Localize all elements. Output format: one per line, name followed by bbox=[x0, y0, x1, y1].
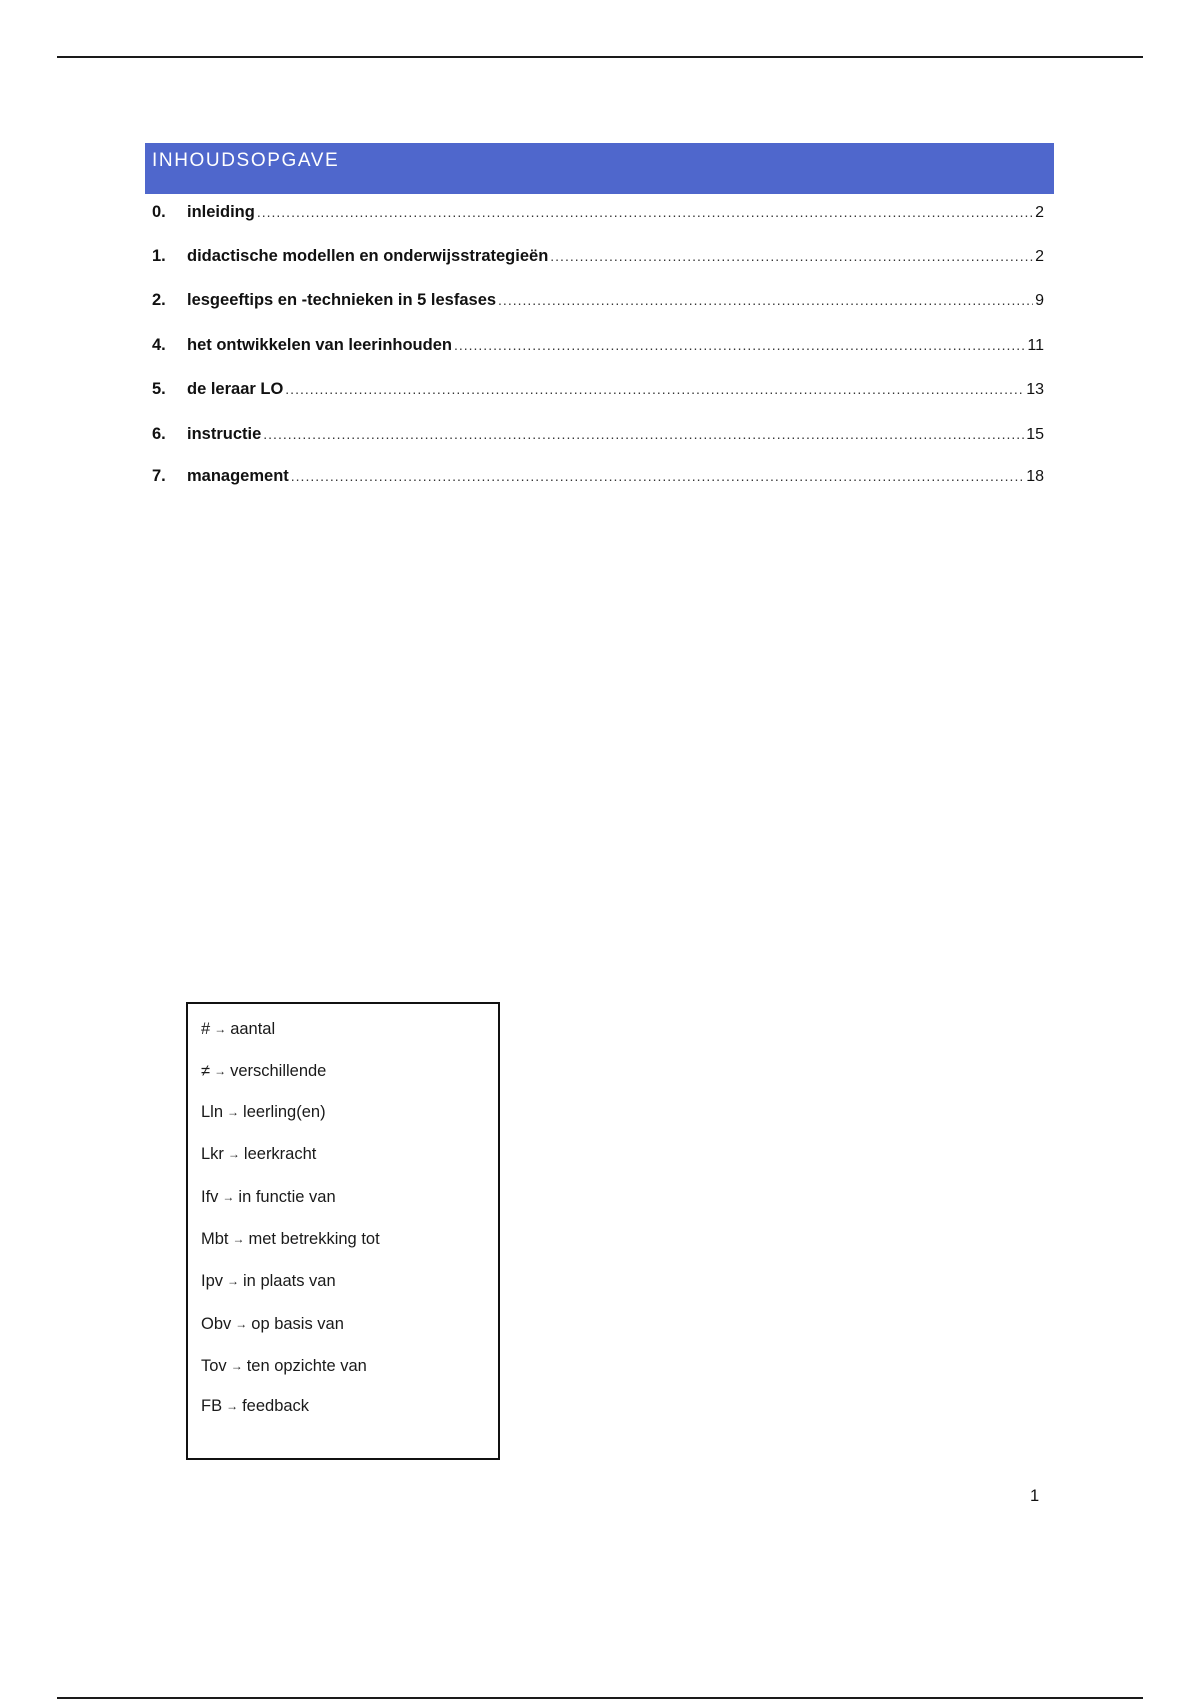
toc-dot-leader bbox=[263, 426, 1024, 442]
abbreviation-meaning: op basis van bbox=[251, 1315, 344, 1333]
toc-entry-number: 7. bbox=[152, 467, 166, 485]
right-arrow-icon: → bbox=[232, 1232, 245, 1246]
right-arrow-icon: → bbox=[227, 1147, 240, 1161]
toc-entry-page: 18 bbox=[1026, 468, 1044, 485]
right-arrow-icon: → bbox=[226, 1399, 239, 1413]
abbreviation-item bbox=[201, 1397, 309, 1416]
abbreviation-meaning: aantal bbox=[230, 1020, 276, 1038]
abbreviation-term: Tov bbox=[201, 1357, 227, 1375]
toc-entry-number: 0. bbox=[152, 203, 166, 221]
abbreviation-item bbox=[201, 1357, 367, 1376]
toc-entry-title: de leraar LO bbox=[187, 380, 284, 398]
toc-dot-leader bbox=[550, 248, 1033, 264]
toc-entry-title: lesgeeftips en -technieken in 5 lesfases bbox=[187, 291, 497, 309]
toc-entry-title: management bbox=[187, 467, 289, 485]
right-arrow-icon: → bbox=[222, 1190, 235, 1204]
toc-entry-number: 6. bbox=[152, 425, 166, 443]
abbreviation-term: # bbox=[201, 1020, 211, 1038]
toc-entry-didactische-modellen[interactable] bbox=[152, 247, 1044, 271]
abbreviation-item bbox=[201, 1272, 336, 1291]
toc-entry-page: 2 bbox=[1035, 248, 1044, 265]
abbreviation-term: Obv bbox=[201, 1315, 232, 1333]
abbreviation-term: Lln bbox=[201, 1103, 224, 1121]
right-arrow-icon: → bbox=[230, 1359, 243, 1373]
abbreviation-meaning: leerkracht bbox=[243, 1145, 317, 1163]
header-rule bbox=[57, 56, 1143, 58]
abbreviation-meaning: feedback bbox=[242, 1397, 310, 1415]
abbreviation-item bbox=[201, 1230, 380, 1249]
toc-entry-title: instructie bbox=[187, 425, 262, 443]
abbreviation-meaning: leerling(en) bbox=[243, 1103, 326, 1121]
right-arrow-icon: → bbox=[235, 1317, 248, 1331]
footer-rule bbox=[57, 1697, 1143, 1699]
toc-entry-number: 4. bbox=[152, 336, 166, 354]
abbreviation-box bbox=[186, 1002, 500, 1460]
toc-entry-page: 13 bbox=[1026, 381, 1044, 398]
toc-dot-leader bbox=[498, 292, 1033, 308]
right-arrow-icon: → bbox=[214, 1022, 227, 1036]
abbreviation-term: Ipv bbox=[201, 1272, 224, 1290]
abbreviation-term: Ifv bbox=[201, 1188, 219, 1206]
abbreviation-term: Lkr bbox=[201, 1145, 224, 1163]
abbreviation-item bbox=[201, 1145, 316, 1164]
toc-entry-title: het ontwikkelen van leerinhouden bbox=[187, 336, 452, 354]
abbreviation-term: FB bbox=[201, 1397, 223, 1415]
toc-entry-management[interactable] bbox=[152, 467, 1044, 491]
toc-entry-number: 2. bbox=[152, 291, 166, 309]
abbreviation-item bbox=[201, 1020, 275, 1039]
toc-entry-page: 11 bbox=[1027, 337, 1044, 354]
abbreviation-item bbox=[201, 1188, 336, 1207]
abbreviation-item bbox=[201, 1103, 326, 1122]
abbreviation-item bbox=[201, 1062, 326, 1081]
abbreviation-term: Mbt bbox=[201, 1230, 229, 1248]
toc-entry-page: 2 bbox=[1035, 204, 1044, 221]
toc-entry-number: 1. bbox=[152, 247, 166, 265]
right-arrow-icon: → bbox=[227, 1274, 240, 1288]
toc-entry-page: 15 bbox=[1026, 426, 1044, 443]
toc-entry-inleiding[interactable] bbox=[152, 203, 1044, 227]
abbreviation-meaning: in plaats van bbox=[243, 1272, 336, 1290]
toc-dot-leader bbox=[257, 204, 1033, 220]
abbreviation-meaning: verschillende bbox=[230, 1062, 327, 1080]
toc-dot-leader bbox=[285, 381, 1024, 397]
right-arrow-icon: → bbox=[214, 1064, 227, 1078]
toc-entry-number: 5. bbox=[152, 380, 166, 398]
toc-entry-title: inleiding bbox=[187, 203, 255, 221]
abbreviation-item bbox=[201, 1315, 344, 1334]
abbreviation-meaning: met betrekking tot bbox=[248, 1230, 380, 1248]
abbreviation-meaning: ten opzichte van bbox=[246, 1357, 367, 1375]
toc-entry-title: didactische modellen en onderwijsstrategieën bbox=[187, 247, 549, 265]
abbreviation-term: ≠ bbox=[201, 1062, 211, 1080]
toc-entry-page: 9 bbox=[1035, 292, 1044, 309]
page-number: 1 bbox=[1030, 1487, 1040, 1505]
toc-entry-leraar-lo[interactable] bbox=[152, 380, 1044, 404]
toc-dot-leader bbox=[454, 337, 1025, 353]
toc-entry-instructie[interactable] bbox=[152, 425, 1044, 449]
toc-dot-leader bbox=[291, 468, 1024, 484]
toc-entry-leerinhouden[interactable] bbox=[152, 336, 1044, 360]
toc-heading: INHOUDSOPGAVE bbox=[145, 143, 1054, 194]
right-arrow-icon: → bbox=[227, 1105, 240, 1119]
toc-entry-lesgeeftips[interactable] bbox=[152, 291, 1044, 315]
abbreviation-meaning: in functie van bbox=[238, 1188, 336, 1206]
